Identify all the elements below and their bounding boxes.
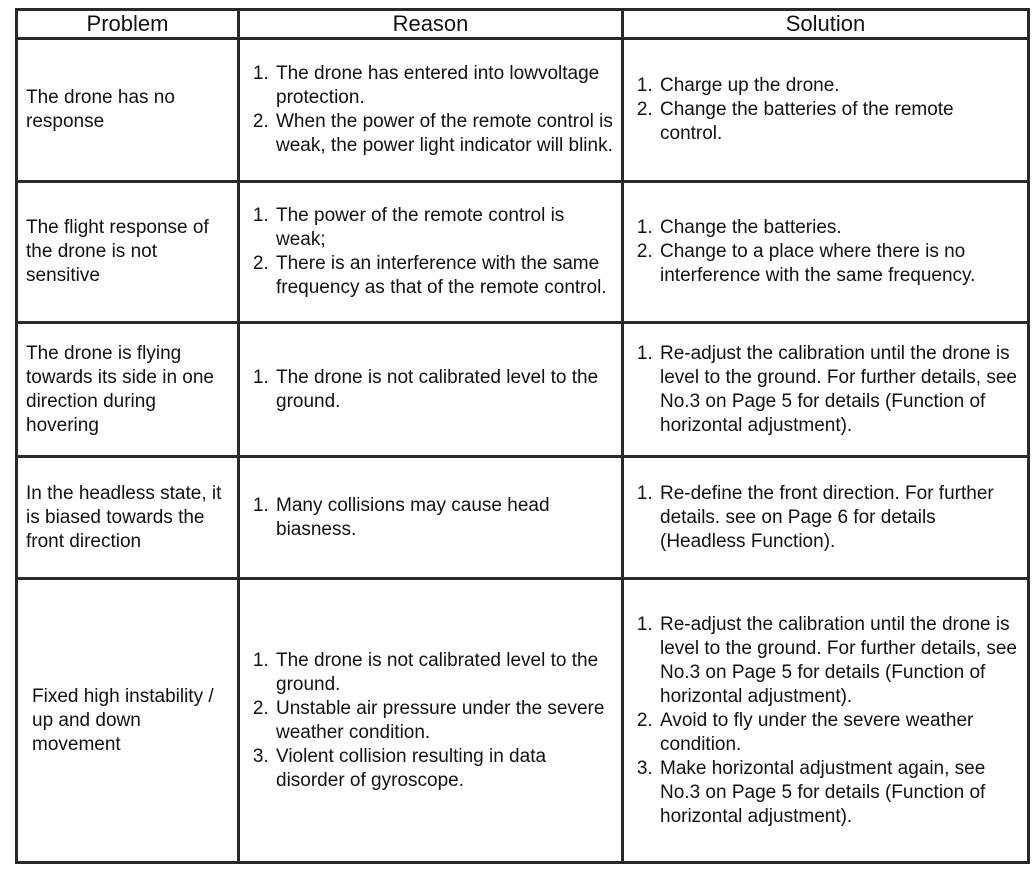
reason-list (250, 204, 615, 300)
solution-item: 2. Change to a place where there is no interference with the same frequency. (658, 240, 1021, 288)
solution-item: 1. Charge up the drone. (658, 74, 1021, 98)
reason-list (250, 494, 615, 542)
reason-item: 1. The power of the remote control is weak; (274, 204, 615, 252)
header-solution: Solution (623, 10, 1029, 39)
solution-list (634, 482, 1021, 554)
reason-item: 1. The drone is not calibrated level to the ground. (274, 366, 615, 414)
table-row (17, 457, 1029, 579)
reason-item: 2. There is an interference with the same frequency as that of the remote control. (274, 252, 615, 300)
problem-cell: The drone is flying towards its side in one direction during hovering (17, 323, 239, 457)
header-row (17, 10, 1029, 39)
solution-cell (623, 182, 1029, 323)
reason-item: 1. Many collisions may cause head biasness. (274, 494, 615, 542)
solution-cell (623, 39, 1029, 182)
reason-cell (239, 182, 623, 323)
solution-item: 2. Change the batteries of the remote control. (658, 98, 1021, 146)
reason-item: 2. When the power of the remote control is weak, the power light indicator will blink. (274, 110, 615, 158)
problem-cell: The drone has no response (17, 39, 239, 182)
reason-list (250, 62, 615, 158)
header-problem: Problem (17, 10, 239, 39)
solution-cell (623, 457, 1029, 579)
reason-cell (239, 457, 623, 579)
header-reason: Reason (239, 10, 623, 39)
solution-list (634, 74, 1021, 146)
table-row (17, 182, 1029, 323)
solution-list (634, 613, 1021, 829)
solution-item: 1. Re-define the front direction. For further details. see on Page 6 for details (Headless Function). (658, 482, 1021, 554)
reason-item: 3. Violent collision resulting in data disorder of gyroscope. (274, 745, 615, 793)
solution-item: 1. Re-adjust the calibration until the drone is level to the ground. For further details, see No.3 on Page 5 for details (Function of horizontal adjustment). (658, 613, 1021, 709)
problem-cell: The flight response of the drone is not sensitive (17, 182, 239, 323)
solution-item: 2. Avoid to fly under the severe weather condition. (658, 709, 1021, 757)
reason-item: 1. The drone is not calibrated level to the ground. (274, 649, 615, 697)
solution-item: 1. Change the batteries. (658, 216, 1021, 240)
reason-cell (239, 579, 623, 863)
solution-item: 1. Re-adjust the calibration until the drone is level to the ground. For further details, see No.3 on Page 5 for details (Function of horizontal adjustment). (658, 342, 1021, 438)
reason-list (250, 649, 615, 793)
solution-cell (623, 323, 1029, 457)
reason-list (250, 366, 615, 414)
table-row (17, 39, 1029, 182)
solution-item: 3. Make horizontal adjustment again, see No.3 on Page 5 for details (Function of horizontal adjustment). (658, 757, 1021, 829)
table-row (17, 323, 1029, 457)
reason-item: 2. Unstable air pressure under the severe weather condition. (274, 697, 615, 745)
table-row (17, 579, 1029, 863)
table-header (17, 10, 1029, 39)
reason-item: 1. The drone has entered into lowvoltage protection. (274, 62, 615, 110)
troubleshooting-table (15, 8, 1030, 864)
problem-cell: Fixed high instability / up and down movement (17, 579, 239, 863)
problem-cell: In the headless state, it is biased towards the front direction (17, 457, 239, 579)
reason-cell (239, 323, 623, 457)
solution-list (634, 342, 1021, 438)
solution-cell (623, 579, 1029, 863)
solution-list (634, 216, 1021, 288)
table-body (17, 39, 1029, 863)
reason-cell (239, 39, 623, 182)
